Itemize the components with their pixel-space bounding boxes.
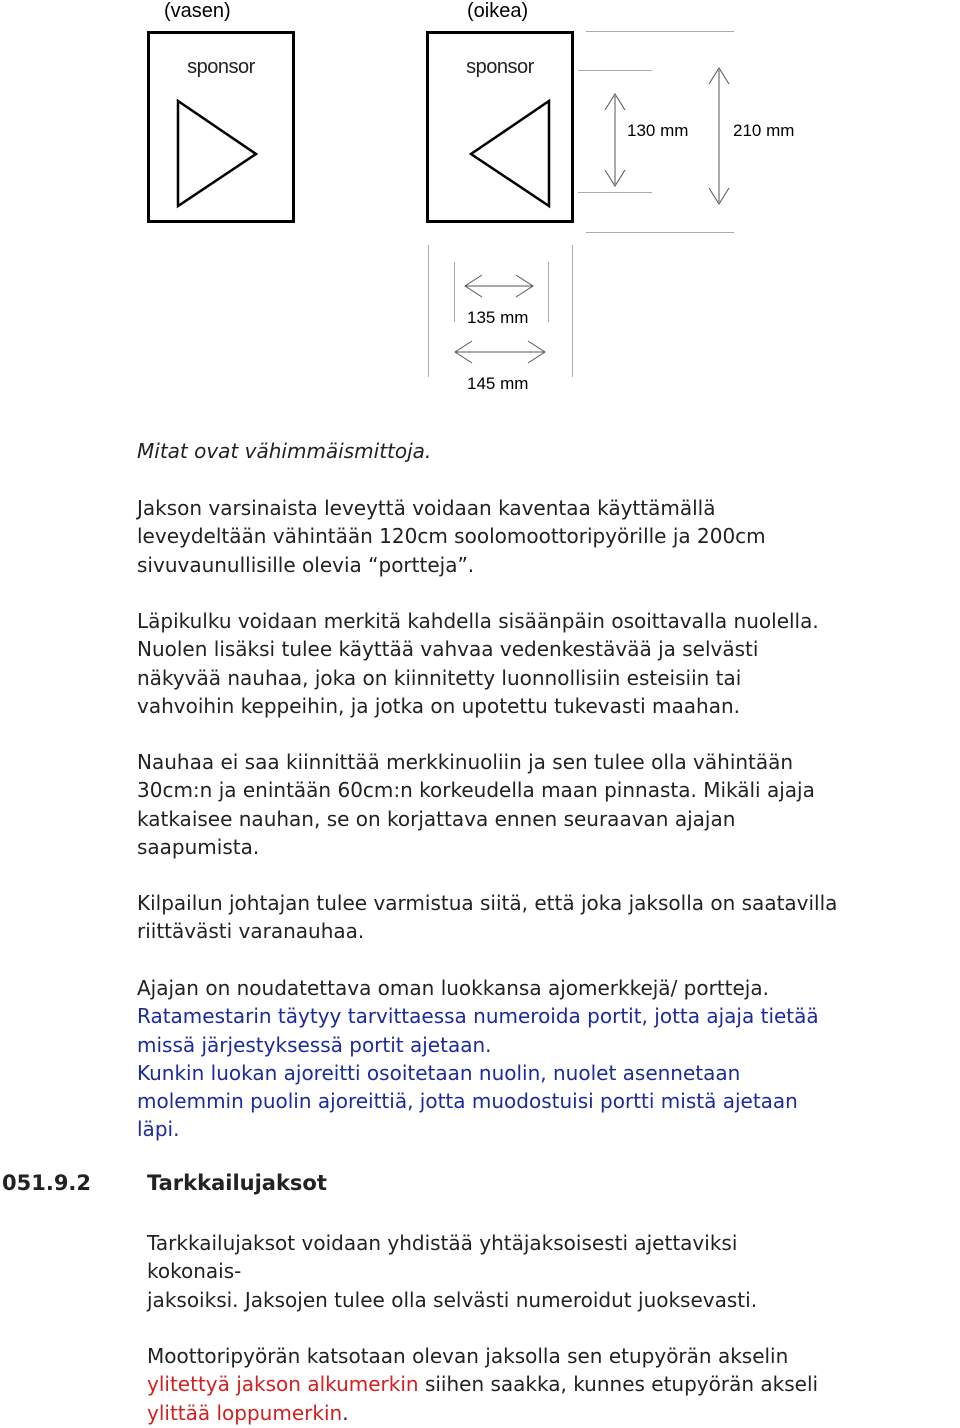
section-paragraph-1: Tarkkailujaksot voidaan yhdistää yhtäjaksoisesti ajettaviksi kokonais- jaksoiksi. Jaksojen tulee olla selvästi numeroidut juoksevasti. — [147, 1231, 758, 1312]
section-number: 051.9.2 — [2, 1171, 92, 1195]
right-sign-label: (oikea) — [467, 0, 529, 22]
paragraph-class-markers — [137, 974, 960, 1144]
paragraph-tape: Nauhaa ei saa kiinnittää merkkinuoliin ja sen tulee olla vähintään 30cm:n ja enintään 60cm:n korkeudella maan pinnasta. Mikäli ajaja katkaisee nauhan, se on korjattava ennen seuraavan ajajan saapumista. — [137, 750, 815, 859]
section-title: Tarkkailujaksot — [147, 1171, 327, 1195]
right-sign-sponsor-text: sponsor — [466, 56, 534, 78]
paragraph-gates: Jakson varsinaista leveyttä voidaan kaventaa käyttämällä leveydeltään vähintään 120cm soolomoottoripyörille ja 200cm sivuvaunullisille olevia “portteja”. — [137, 496, 766, 577]
left-pointing-arrow-icon — [429, 34, 571, 220]
width-extension-right — [572, 245, 573, 377]
height-inner-value: 130 mm — [627, 121, 689, 140]
height-outer-arrow-icon — [704, 66, 734, 206]
route-arrows-text: Kunkin luokan ajoreitti osoitetaan nuolin, nuolet asennetaan molemmin puolin ajoreittiä, jotta muodostuisi portti mistä ajetaan läpi. — [137, 1060, 798, 1142]
left-sign-sponsor-text: sponsor — [187, 56, 255, 78]
height-extension-top — [586, 31, 734, 32]
height-inner-arrow-icon — [600, 90, 630, 190]
paragraph-spare-tape: Kilpailun johtajan tulee varmistua siitä, että joka jaksolla on saatavilla riittävästi varanauhaa. — [137, 891, 838, 944]
width-inner-value: 135 mm — [467, 308, 529, 327]
class-markers-text: Ajajan on noudatettava oman luokkansa ajomerkkejä/ portteja. — [137, 976, 769, 1000]
right-sign — [426, 31, 574, 223]
width-inner-arrow-icon — [462, 272, 536, 300]
width-outer-value: 145 mm — [467, 374, 529, 393]
height-outer-value: 210 mm — [733, 121, 795, 140]
width-extension-inner-right — [548, 262, 549, 322]
right-pointing-arrow-icon — [150, 34, 292, 220]
section-paragraph-2-red-2: ylittää loppumerkin — [147, 1400, 343, 1425]
numbering-text: Ratamestarin täytyy tarvittaessa numeroida portit, jotta ajaja tietää missä järjestyksessä portit ajetaan. — [137, 1004, 819, 1057]
gate-sign-diagram — [0, 0, 960, 400]
paragraph-passage-arrows: Läpikulku voidaan merkitä kahdella sisäänpäin osoittavalla nuolella. Nuolen lisäksi tulee käyttää vahvaa vedenkestävää ja selvästi näkyvää nauhaa, joka on kiinnitetty luonnollisiin esteisiin tai vahvoihin keppeihin, ja jotka on upotettu tukevasti maahan. — [137, 609, 819, 718]
width-outer-arrow-icon — [452, 338, 548, 366]
section-paragraph-2-part-2: siihen saakka, kunnes etupyörän akseli — [418, 1372, 819, 1397]
section-paragraph-2-red-1: ylitettyä jakson alkumerkin — [147, 1372, 419, 1397]
left-sign-label: (vasen) — [164, 0, 231, 22]
height-extension-inner-top — [578, 70, 652, 71]
width-extension-left — [428, 245, 429, 377]
section-paragraph-2-end: . — [342, 1400, 349, 1425]
left-sign — [147, 31, 295, 223]
section-paragraph-2-part-1: Moottoripyörän katsotaan olevan jaksolla sen etupyörän akselin — [147, 1344, 789, 1368]
width-extension-inner-left — [454, 262, 455, 322]
height-extension-inner-bottom — [578, 192, 652, 193]
section-paragraph-2 — [147, 1342, 947, 1427]
height-extension-bottom — [586, 232, 734, 233]
minimum-dimensions-note: Mitat ovat vähimmäismittoja. — [137, 439, 432, 463]
